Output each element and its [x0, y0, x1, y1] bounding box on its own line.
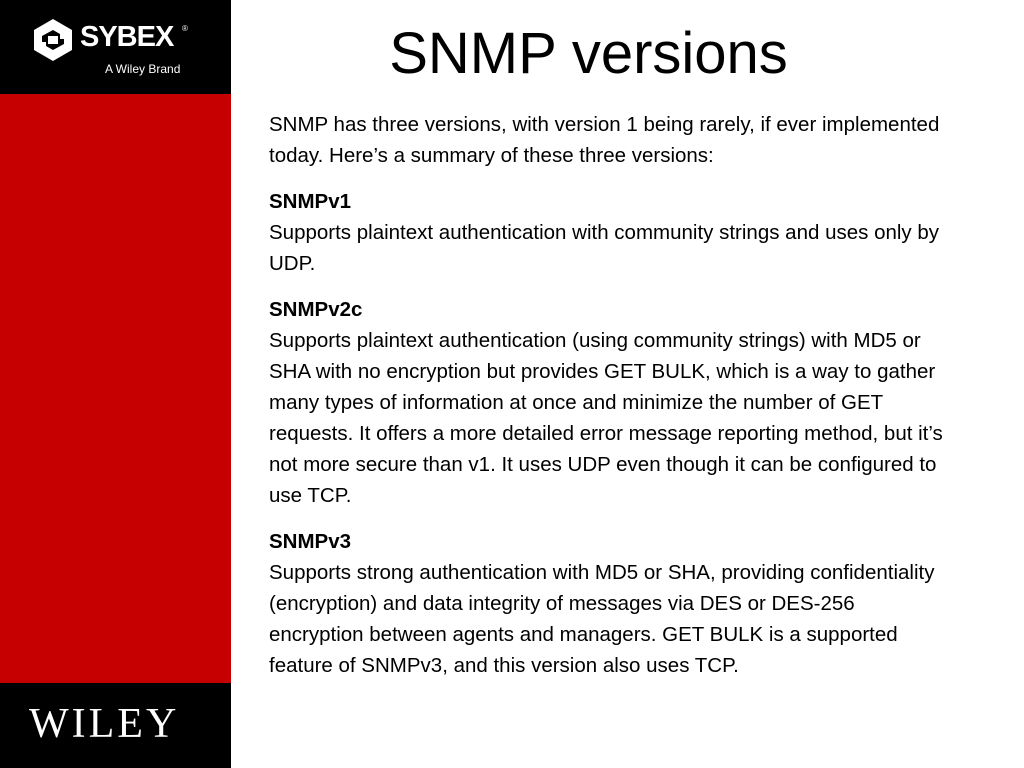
- sybex-wordmark: SYBEX: [80, 21, 174, 53]
- section-snmpv3: [269, 526, 949, 681]
- section-body: Supports strong authentication with MD5 or SHA, providing confidentiality (encryption) and data integrity of messages via DES or DES-256 encryption between agents and managers. GET BULK is a supported feature of SNMPv3, and this version also uses TCP.: [269, 561, 935, 677]
- sybex-logo: [30, 17, 210, 81]
- sybex-tagline: A Wiley Brand: [105, 62, 181, 76]
- sidebar: [0, 0, 231, 768]
- sybex-mark-icon: [30, 17, 76, 63]
- section-snmpv2c: [269, 294, 949, 511]
- section-body: Supports plaintext authentication with community strings and uses only by UDP.: [269, 221, 940, 275]
- intro-paragraph: SNMP has three versions, with version 1 being rarely, if ever implemented today. Here’s a summary of these three versions:: [269, 113, 940, 167]
- slide-content: [269, 109, 949, 696]
- section-heading: SNMPv1: [269, 190, 352, 213]
- section-body: Supports plaintext authentication (using community strings) with MD5 or SHA with no encryption but provides GET BULK, which is a way to gather many types of information at once and minimize the number of GET requests. It offers a more detailed error message reporting method, but it’s not more secure than v1. It uses UDP even though it can be configured to use TCP.: [269, 329, 943, 507]
- registered-mark: ®: [182, 24, 188, 33]
- section-heading: SNMPv3: [269, 530, 352, 553]
- sybex-header-bar: [0, 0, 231, 94]
- wiley-logo: WILEY: [29, 701, 180, 747]
- slide-title: SNMP versions: [389, 21, 788, 86]
- section-snmpv1: [269, 186, 949, 279]
- section-heading: SNMPv2c: [269, 298, 363, 321]
